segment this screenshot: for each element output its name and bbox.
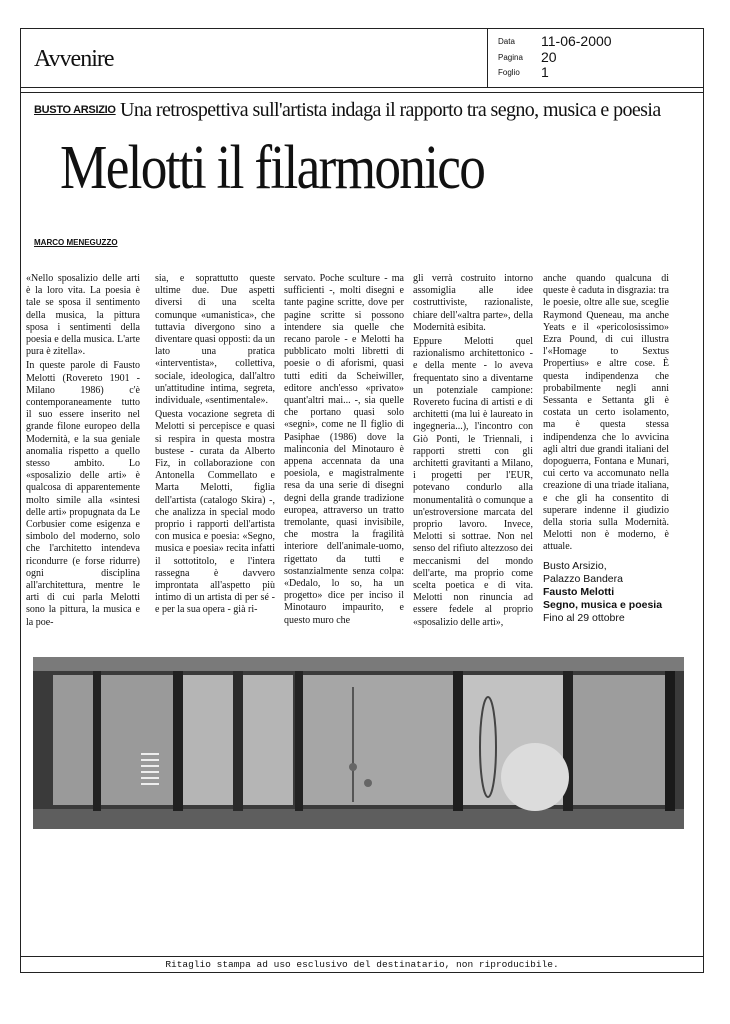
article-paragraph: sia, e soprattutto queste ultime due. Due aspetti diversi di una scelta comunque «umanistica», che tuttavia divergono sino a diventare quasi opposti: da un lato una pratica «interventista», collettiva, sociale, ideologica, dall'altro un'attitudine intima, segreta, individuale, «sentimentale».	[155, 273, 275, 407]
info-dates: Fino al 29 ottobre	[543, 611, 625, 624]
article-paragraph: Questa vocazione segreta di Melotti si percepisce e quasi si respira in questa mostra bustese - curata da Alberto Fiz, in collaborazione con Antonella Commellato e Marta Melotti, figlia dell'artista (catalogo Skira) -, che analizza in special modo proprio i rapporti dell'artista con musica e poesia: «Segno, musica e poesia» recita infatti il sottotitolo, e l'intera rassegna è davvero improntata all'aspetto più intimo di un artista di per sé - e per la sua opera - già ri-	[155, 409, 275, 616]
article-kicker: BUSTO ARSIZIO	[34, 104, 116, 116]
exhibition-info-box	[543, 560, 669, 625]
article-column-4	[413, 273, 533, 631]
exhibition-photo-image	[33, 657, 684, 829]
footer-notice: Ritaglio stampa ad uso esclusivo del destinatario, non riproducibile.	[20, 956, 704, 973]
info-venue: Palazzo Bandera	[543, 572, 623, 585]
newspaper-logo: Avvenire	[34, 46, 114, 72]
meta-date-label: Data	[498, 37, 515, 46]
article-subhead: Una retrospettiva sull'artista indaga il rapporto tra segno, musica e poesia	[120, 99, 661, 121]
article-column-1	[26, 273, 140, 631]
meta-page-value: 20	[541, 49, 557, 65]
article-paragraph: «Nello sposalizio delle arti è la loro vita. La poesia è tale se sposa il sentimento della musica, la pittura sposa i sentimenti della poesia e della musica. L'arte pura è zitella».	[26, 273, 140, 358]
meta-sheet-label: Foglio	[498, 68, 520, 77]
article-paragraph: In queste parole di Fausto Melotti (Rovereto 1901 - Milano 1986) c'è contemporaneamente tutto il suo essere inserito nel grande filone europeo della Modernità, e la sua geniale anomalia rispetto a quello stesso ambito. Lo «sposalizio delle arti» è qualcosa di apparentemente molto simile alla «sintesi delle arti» propugnata da Le Corbusier come esigenza e simbolo del moderno, solo che l'architetto intendeva ricondurre (e forse ridurre) ogni disciplina all'architettura, mentre le arti di cui parla Melotti sono la pittura, la musica e la poe-	[26, 360, 140, 628]
meta-date-value: 11-06-2000	[541, 33, 612, 49]
article-paragraph: anche quando qualcuna di queste è caduta in disgrazia: tra le poesie, oltre alle sue, sceglie Raymond Queneau, ma anche Yeats e il «pericolosissimo» Ezra Pound, di cui illustra l'«Homage to Sextus Propertius» e altre cose. È questa indipendenza che probabilmente negli anni Sessanta e Settanta gli è costata un certo isolamento, ma è questa stessa indipendenza che lo avvicina agli altri due grandi italiani del dopoguerra, Fontana e Munari, cui certo va accomunato nella creazione di una triade italiana, e che gli ha consentito di superare indenne il giudizio della storia sulla Modernità. Melotti non è moderno, è attuale.	[543, 273, 669, 553]
meta-sheet-value: 1	[541, 64, 549, 80]
article-headline: Melotti il filarmonico	[60, 134, 485, 202]
exhibition-photo	[33, 657, 684, 829]
header-divider	[20, 92, 704, 93]
info-artist: Fausto Melotti	[543, 585, 615, 598]
article-paragraph: servato. Poche sculture - ma sufficienti -, molti disegni e tante pagine scritte, dove per pagine scritte si possono intendere sia quelle che recano parole - e Melotti ha pubblicato molti libretti di poesie o di aforismi, quasi tutti editi da Scheiwiller, editore anch'esso «privato» quant'altri mai... -, sia quelle che portano quasi solo «segni», come ne Il figlio di Pasiphae (1986) dove la malinconia del Minotauro è appena accennata da una poesiola, e magistralmente resa da una serie di disegni degni della grande tradizione europea, attraverso un tratto tremolante, quasi invisibile, che mostra la fragilità interiore dell'animale-uomo, rigettato da tutti e sostanzialmente senza colpa: «Dedalo, lo so, ha un progetto» dice per inciso il Minotauro impaurito, e questo muro che	[284, 273, 404, 626]
article-byline: MARCO MENEGUZZO	[34, 238, 118, 247]
info-title: Segno, musica e poesia	[543, 598, 663, 611]
meta-page-label: Pagina	[498, 53, 523, 62]
info-city: Busto Arsizio,	[543, 559, 607, 572]
article-paragraph: gli verrà costruito intorno assomiglia alle idee costruttiviste, razionaliste, chiare dell'«altra parte», della Modernità esibita.	[413, 273, 533, 333]
article-column-3	[284, 273, 404, 629]
article-column-2	[155, 273, 275, 619]
article-column-5	[543, 273, 669, 625]
article-paragraph: Eppure Melotti quel razionalismo architettonico - e della mente - lo aveva frequentato sino a diventarne un potenziale campione: Rovereto fucina di artisti e di architetti (ma lui è laureato in ingegneria...), l'incontro con Giò Ponti, le Triennali, i rapporti stretti con gli architetti gravitanti a Milano, i progetti per l'EUR, potevano condurlo alla monumentalità o comunque a un'estroversione marcata del proprio lavoro. Invece, Melotti si sottrae. Non nel senso del rifiuto altezzoso dei meccanismi del mondo dell'arte, ma proprio come scelta poetica e di vita. Melotti non rinuncia ad essere fedele al proprio «sposalizio delle arti»,	[413, 336, 533, 628]
